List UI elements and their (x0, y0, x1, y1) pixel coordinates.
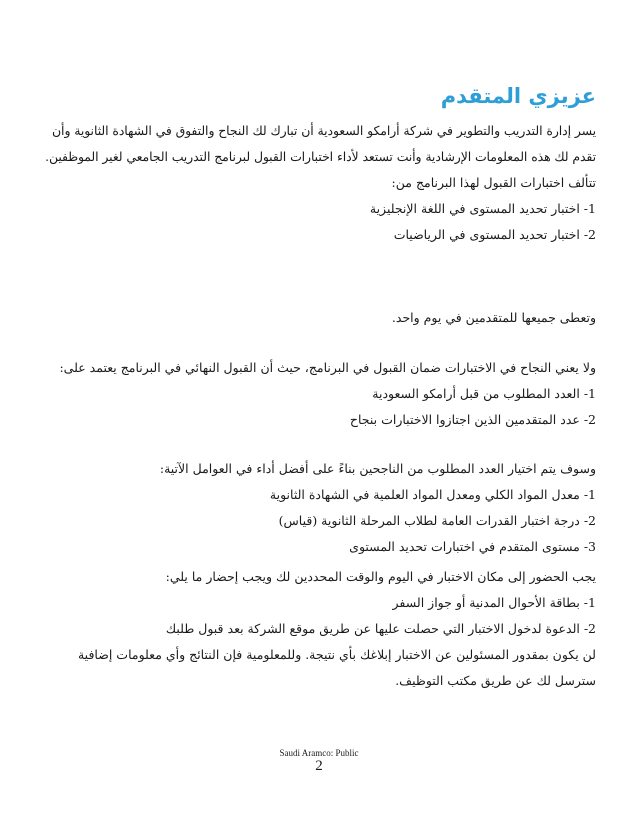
success-factor-2: 2- عدد المتقدمين الذين اجتازوا الاختبارات بنجاح (349, 412, 596, 427)
same-day-text: وتعطى جميعها للمتقدمين في يوم واحد. (391, 310, 596, 325)
intro-paragraph (42, 118, 596, 170)
selection-factor-3: 3- مستوى المتقدم في اختبارات تحديد المستوى (349, 539, 596, 554)
page-number: 2 (315, 758, 323, 774)
intro-line-1: يسر إدارة التدريب والتطوير في شركة أرامكو السعودية أن تبارك لك النجاح والتفوق في الشهادة الثانوية وأن (52, 124, 596, 138)
attendance-item-2: 2- الدعوة لدخول الاختبار التي حصلت عليها عن طريق موقع الشركة بعد قبول طلبك (165, 621, 596, 636)
success-heading: ولا يعني النجاح في الاختبارات ضمان القبول في البرنامج، حيث أن القبول النهائي في البرنامج يعتمد على: (59, 360, 596, 375)
attendance-heading: يجب الحضور إلى مكان الاختبار في اليوم والوقت المحددين لك ويجب إحضار ما يلي: (165, 569, 596, 584)
selection-section (42, 456, 596, 560)
selection-factor-1: 1- معدل المواد الكلي ومعدل المواد العلمية في الشهادة الثانوية (269, 487, 596, 502)
tests-heading: تتألف اختبارات القبول لهذا البرنامج من: (391, 175, 596, 190)
closing-line-1: لن يكون بمقدور المسئولين عن الاختبار إبلاغك بأي نتيجة. وللمعلومية فإن النتائج وأي معلومات إضافية (77, 647, 596, 662)
intro-line-2: تقدم لك هذه المعلومات الإرشادية وأنت تستعد لأداء اختبارات القبول لبرنامج التدريب الجامعي لغير الموظفين. (45, 150, 596, 164)
test-item-1: 1- اختبار تحديد المستوى في اللغة الإنجليزية (369, 201, 596, 216)
attendance-section (42, 564, 596, 694)
classification-label: Saudi Aramco: Public (279, 748, 359, 758)
success-section (42, 355, 596, 433)
closing-line-2: سترسل لك عن طريق مكتب التوظيف. (395, 673, 596, 688)
page-title: عزيزي المتقدم (440, 84, 596, 108)
test-item-2: 2- اختبار تحديد المستوى في الرياضيات (393, 227, 596, 242)
same-day-note (42, 305, 596, 331)
selection-heading: وسوف يتم اختيار العدد المطلوب من الناجحين بناءً على أفضل أداء في العوامل الآتية: (159, 461, 596, 476)
selection-factor-2: 2- درجة اختبار القدرات العامة لطلاب المرحلة الثانوية (قياس) (278, 513, 596, 528)
success-factor-1: 1- العدد المطلوب من قبل أرامكو السعودية (372, 386, 596, 401)
attendance-item-1: 1- بطاقة الأحوال المدنية أو جواز السفر (392, 595, 596, 610)
tests-section (42, 170, 596, 248)
